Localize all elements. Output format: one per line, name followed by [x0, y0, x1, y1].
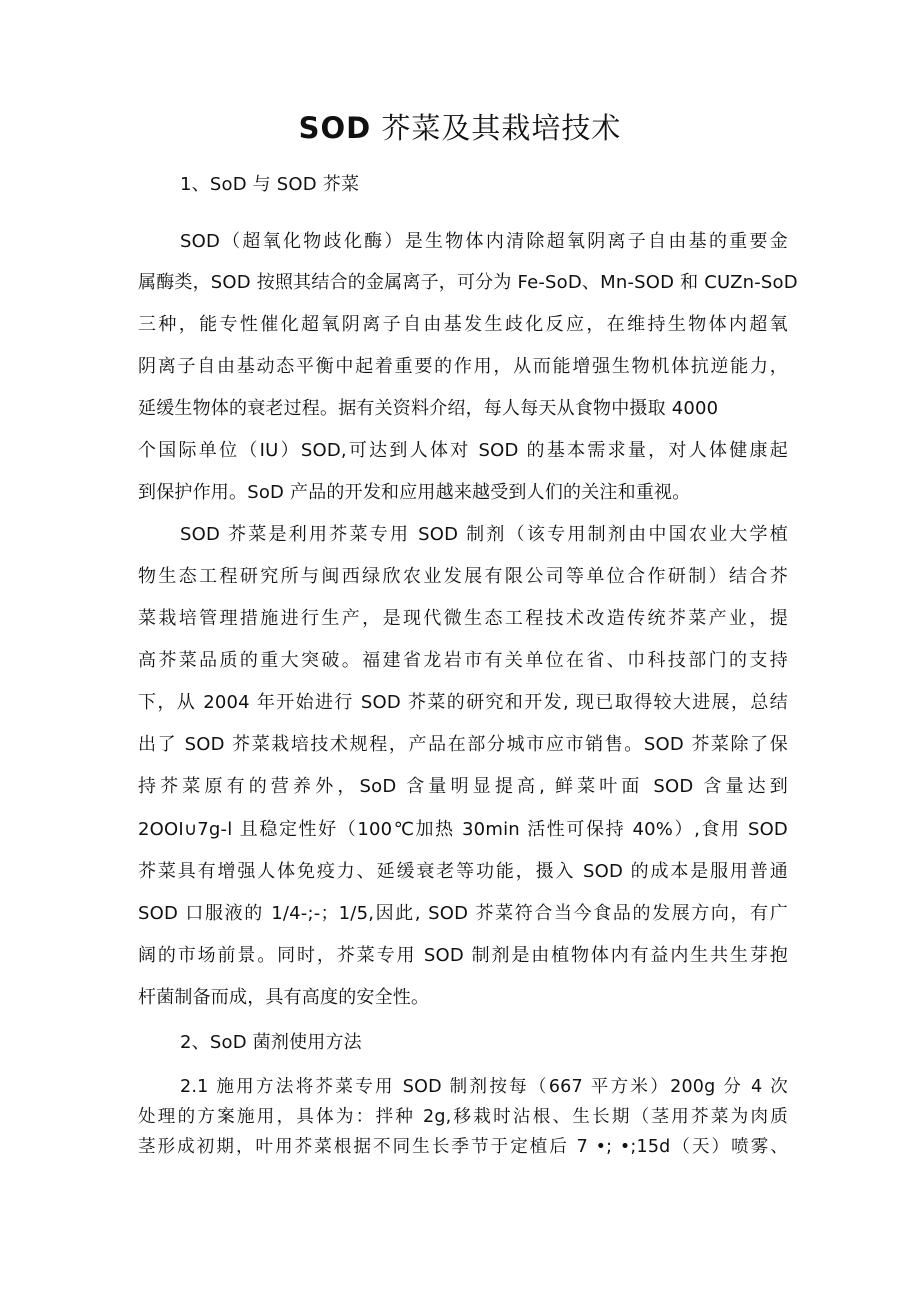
paragraph-2-line: 下，从 2004 年开始进行 SOD 芥菜的研究和开发, 现已取得较大进展，总结: [138, 692, 788, 713]
paragraph-3-line: 2.1 施用方法将芥菜专用 SOD 制剂按每（667 平方米）200g 分 4 次: [180, 1077, 788, 1097]
paragraph-2-line: 出了 SOD 芥菜栽培技术规程，产品在部分城市应市销售。SOD 芥菜除了保: [138, 734, 788, 755]
section-heading-1: 1、SoD 与 SOD 芥菜: [180, 174, 360, 195]
paragraph-1-line: 延缓生物体的衰老过程。据有关资料介绍，每人每天从食物中摄取 4000: [138, 398, 719, 419]
paragraph-1-line: 三种，能专性催化超氧阴离子自由基发生歧化反应，在维持生物体内超氧: [138, 314, 788, 335]
paragraph-1-line: 到保护作用。SoD 产品的开发和应用越来越受到人们的关注和重视。: [138, 482, 691, 503]
paragraph-1-line: 属酶类，SOD 按照其结合的金属离子，可分为 Fe-SoD、Mn-SOD 和 CUZn-SoD: [138, 272, 798, 293]
title-bold-part: SOD: [298, 111, 372, 145]
paragraph-1-line: SOD（超氧化物歧化酶）是生物体内清除超氧阴离子自由基的重要金: [180, 231, 788, 252]
section-heading-2: 2、SoD 菌剂使用方法: [180, 1032, 362, 1053]
paragraph-2-line: 阔的市场前景。同时，芥菜专用 SOD 制剂是由植物体内有益内生共生芽抱: [138, 945, 788, 966]
paragraph-2-line: 高芥菜品质的重大突破。福建省龙岩市有关单位在省、巾科技部门的支持: [138, 650, 788, 671]
paragraph-2-line: 物生态工程研究所与闽西绿欣农业发展有限公司等单位合作研制）结合芥: [138, 566, 788, 587]
paragraph-2-line: SOD 口服液的 1/4-;-；1/5,因此, SOD 芥菜符合当今食品的发展方向，有广: [138, 903, 788, 924]
paragraph-2-line: 持芥菜原有的营养外，SoD 含量明显提高, 鲜菜叶面 SOD 含量达到: [138, 776, 788, 797]
paragraph-3-line: 茎形成初期，叶用芥菜根据不同生长季节于定植后 7 •; •;15d（天）喷雾、: [138, 1137, 788, 1157]
document-title: [0, 108, 920, 148]
paragraph-2-line: 2OOI∪7g-l 且稳定性好（100℃加热 30min 活性可保持 40%）,食用 SOD: [138, 819, 788, 840]
paragraph-2-line: 芥菜具有增强人体免疫力、延缓衰老等功能，摄入 SOD 的成本是服用普通: [138, 861, 788, 882]
paragraph-1-line: 阴离子自由基动态平衡中起着重要的作用，从而能增强生物机体抗逆能力，: [138, 356, 788, 377]
paragraph-2-line: SOD 芥菜是利用芥菜专用 SOD 制剂（该专用制剂由中国农业大学植: [180, 524, 788, 545]
paragraph-2-line: 菜栽培管理措施进行生产，是现代微生态工程技术改造传统芥菜产业，提: [138, 608, 788, 629]
title-rest-part: 芥菜及其栽培技术: [371, 111, 622, 145]
paragraph-3-line: 处理的方案施用，具体为：拌种 2g,移栽时沾根、生长期（茎用芥菜为肉质: [138, 1107, 788, 1127]
paragraph-1-line: 个国际单位（IU）SOD,可达到人体对 SOD 的基本需求量，对人体健康起: [138, 440, 788, 461]
paragraph-2-line: 杆菌制备而成，具有高度的安全性。: [138, 987, 430, 1008]
